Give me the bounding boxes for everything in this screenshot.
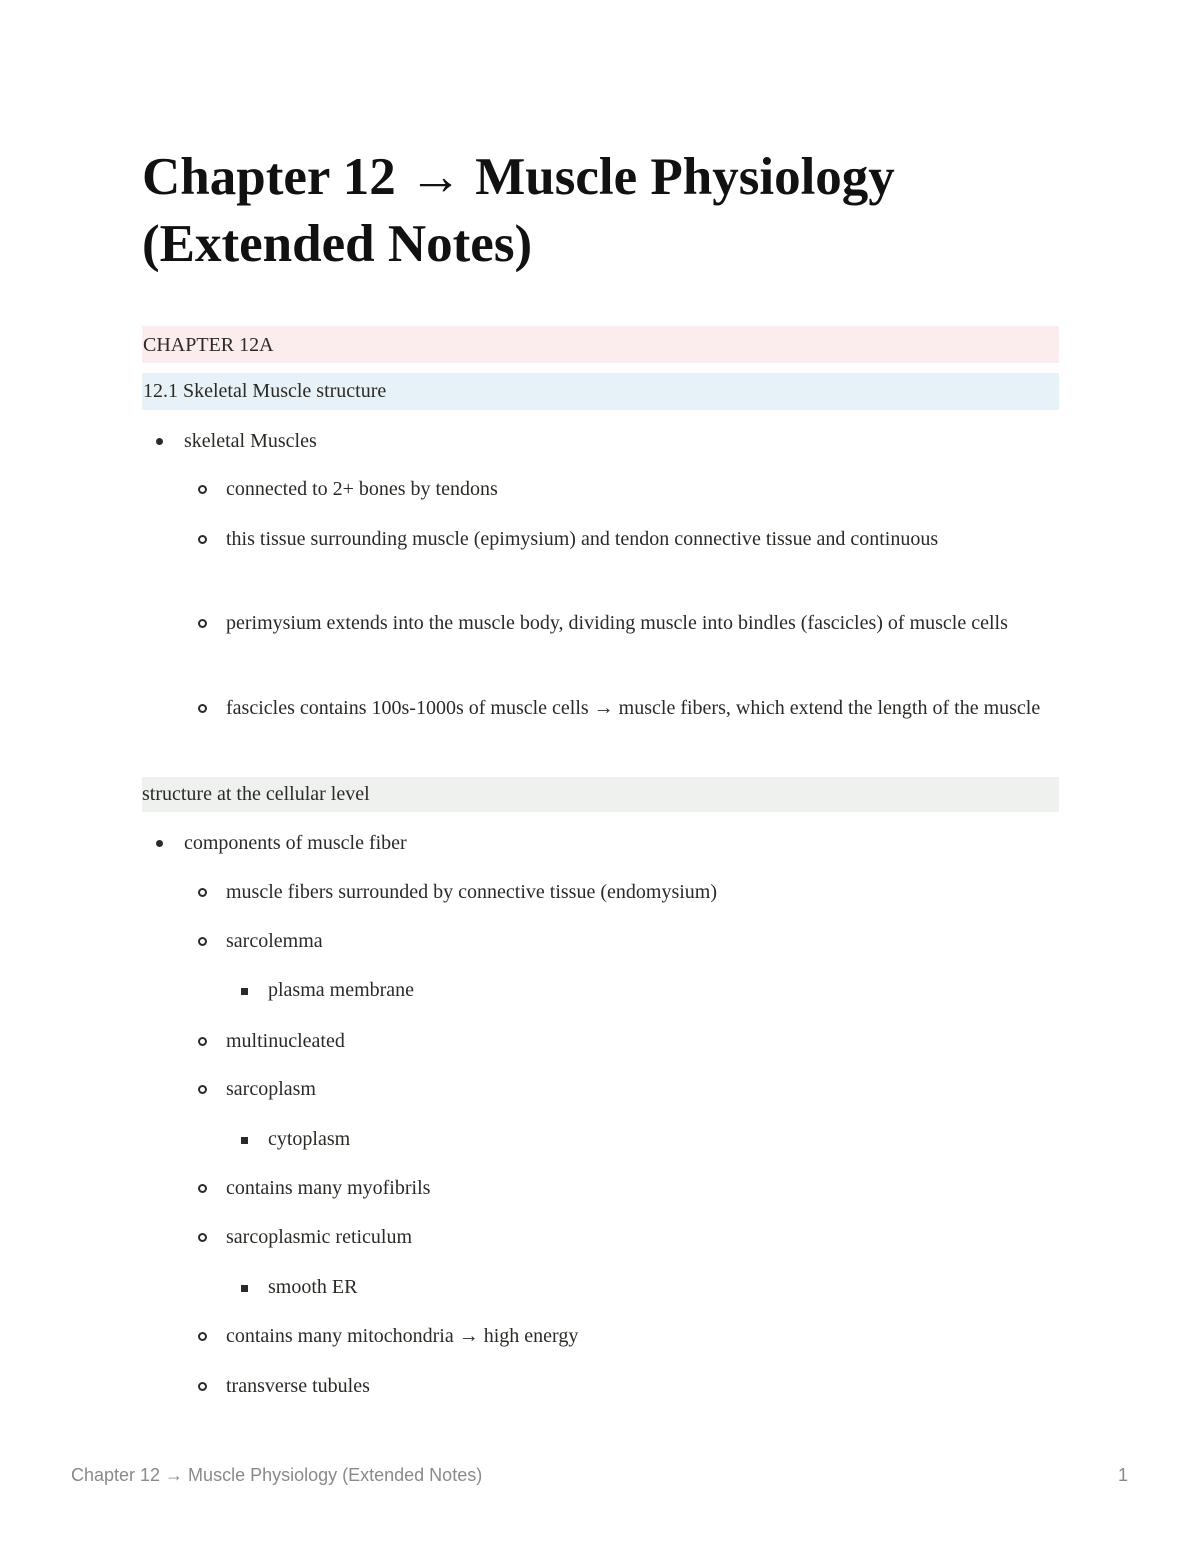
circle-bullet-icon [198,937,207,946]
circle-bullet-icon [198,1332,207,1341]
list-item: sarcoplasm [226,1078,316,1100]
footer-title: Chapter 12 → Muscle Physiology (Extended Notes) [71,1465,483,1485]
circle-bullet-icon [198,535,207,544]
list-item: smooth ER [268,1276,358,1298]
circle-bullet-icon [198,485,207,494]
list-item: skeletal Muscles [184,430,317,452]
circle-bullet-icon [198,619,207,628]
list-item: this tissue surrounding muscle (epimysium) and tendon connective tissue and continuous [226,528,939,550]
circle-bullet-icon [198,1184,207,1193]
list-item: sarcolemma [226,930,323,952]
list-item: sarcoplasmic reticulum [226,1226,413,1248]
list-item: contains many mitochondria → high energy [226,1325,579,1347]
page-title: Chapter 12 → Muscle Physiology (Extended Notes) [142,148,895,273]
circle-bullet-icon [198,1233,207,1242]
footer-page-number: 1 [1118,1465,1129,1485]
circle-bullet-icon [198,888,207,897]
list-item: plasma membrane [268,979,415,1001]
list-item: fascicles contains 100s-1000s of muscle cells → muscle fibers, which extend the length of the muscle [226,697,1041,719]
square-bullet-icon [241,988,248,995]
list-item: components of muscle fiber [184,832,407,854]
circle-bullet-icon [198,1037,207,1046]
disc-bullet-icon [156,438,163,445]
disc-bullet-icon [156,840,163,847]
list-item: muscle fibers surrounded by connective tissue (endomysium) [226,881,717,903]
list-item: multinucleated [226,1030,345,1052]
circle-bullet-icon [198,1085,207,1094]
square-bullet-icon [241,1285,248,1292]
list-item: transverse tubules [226,1375,370,1397]
list-item: perimysium extends into the muscle body, dividing muscle into bindles (fascicles) of muscle cells [226,612,1008,634]
circle-bullet-icon [198,704,207,713]
circle-bullet-icon [198,1382,207,1391]
section-heading-skeletal-muscle: 12.1 Skeletal Muscle structure [142,373,1059,410]
chapter-label: CHAPTER 12A [142,326,1059,363]
list-item: connected to 2+ bones by tendons [226,478,498,500]
square-bullet-icon [241,1137,248,1144]
list-item: cytoplasm [268,1128,351,1150]
section-heading-cellular-level: structure at the cellular level [142,777,1059,812]
list-item: contains many myofibrils [226,1177,431,1199]
